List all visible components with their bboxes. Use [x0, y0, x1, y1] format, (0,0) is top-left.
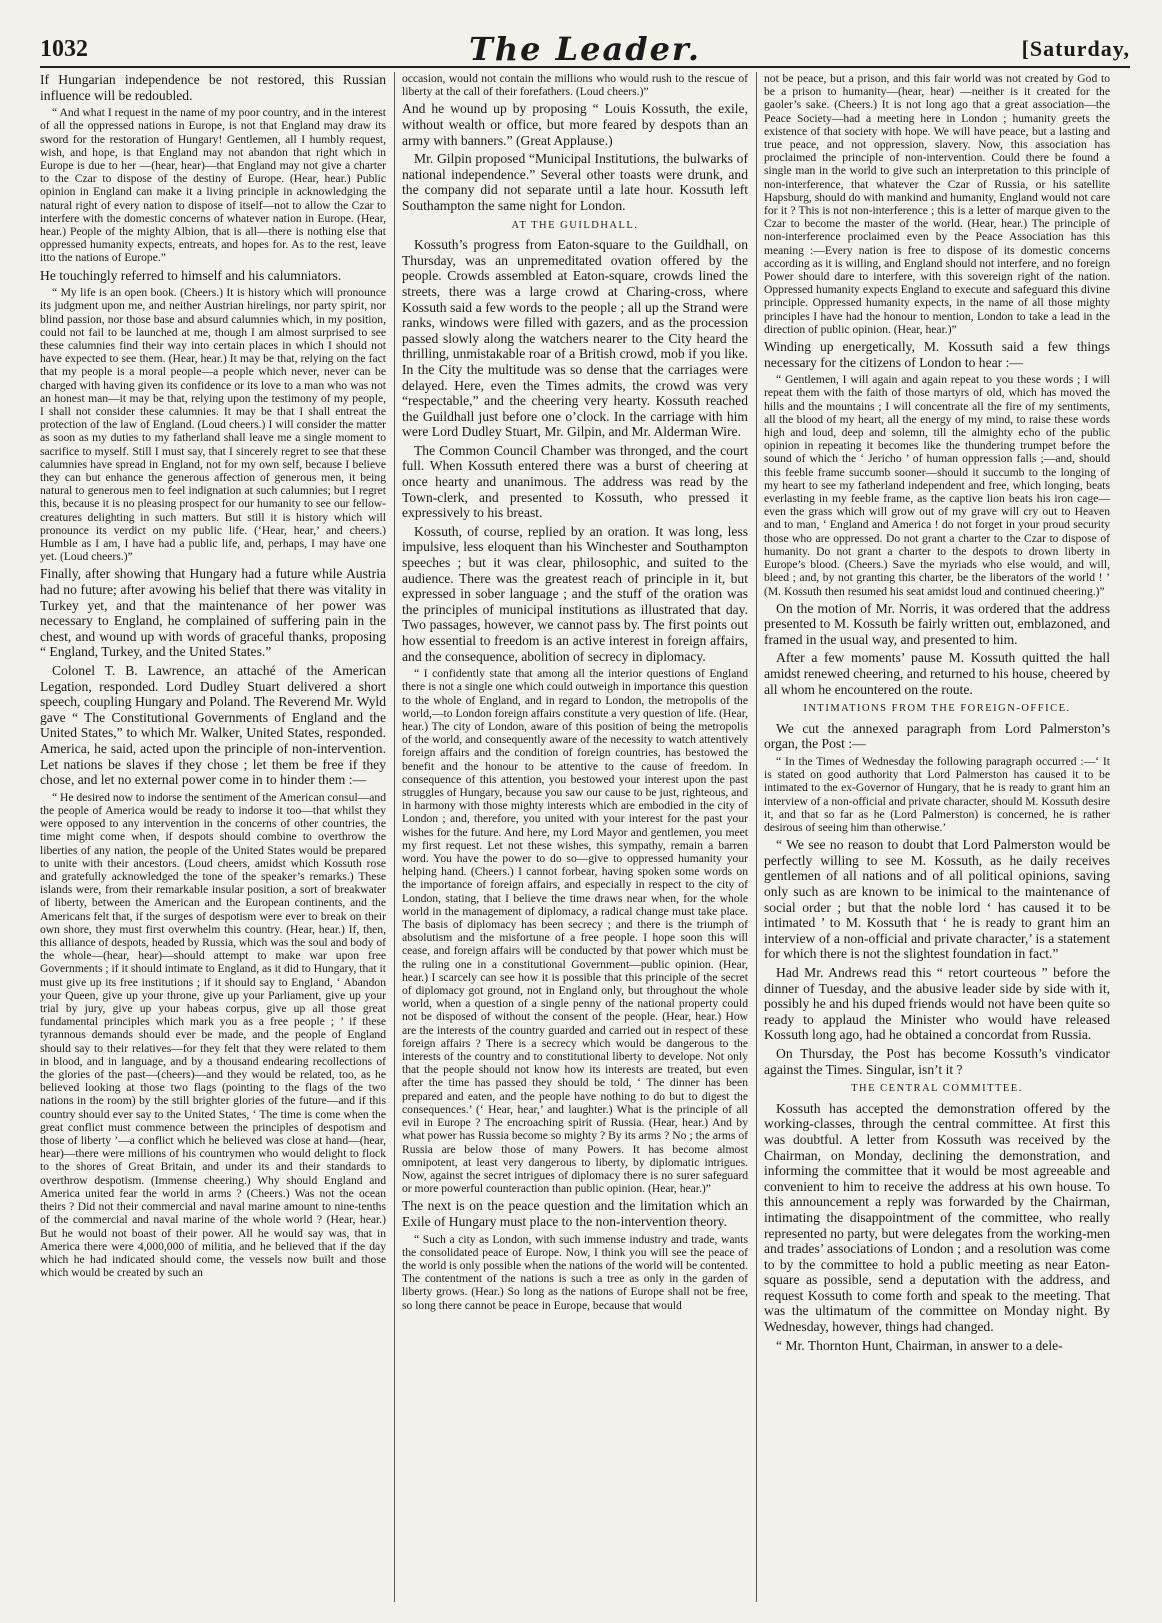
column-3 [764, 72, 1110, 1602]
quoted-paragraph: “ I confidently state that among all the interior questions of England there is not a single one which could outweigh in importance this question to the whole of England, and in regard to London, the metropolis of the world,—to London foreign affairs constitute a very question of life. (Hear, hear.) The city of London, aware of this position of being the metropolis of the world, and consequently aware of the necessity to watch attentively foreign affairs and the condition of foreign countries, has bestowed the benefit and the honour to be attentive to the cause of freedom. In consequence of this attention, you bestowed your interest upon the past struggles of Hungary, because you saw our cause to be just, righteous, and in harmony with those mighty interests which are embodied in the city of London ; and, therefore, you united with your interest for the past your wishes for the future. And here, my Lord Mayor and gentlemen, you meet my first request. Let not these wishes, this sympathy, remain a barren word. You have the power to do so—give to oppressed humanity your helping hand. (Cheers.) I cannot forbear, having spoken some words on the importance of foreign affairs, and especially in respect to the city of London, stating, that I believe the time draws near when, for the whole world in the management of diplomacy, a radical change must take place. The basis of diplomacy has been secrecy ; and there is the triumph of absolutism and the misfortune of a free people. I hope soon this will cease, and foreign affairs will be conducted by that power which must be the ruling one in a constitutional Government—public opinion. (Hear, hear.) I scarcely can see how it is possible that this principle of the secret of diplomacy got ground, not in England only, but throughout the whole world, when a question of a single penny of the national property could not be disposed of without the consent of the people. (Hear, hear.) How are the interests of the country guarded and carried out in respect of these foreign affairs ? There is a secrecy which would be dangerous to the interests of the country and to constitutional liberty to develope. Not only that the people should not know how its interests are treated, but even after the time has passed they should be told, ‘ The dinner has been prepared and eaten, and the people have nothing to do but to digest the consequences.’ (‘ Hear, hear,’ and laughter.) What is the principle of all evil in Europe ? The encroaching spirit of Russia. (Hear, hear.) And by what power has Russia become so mighty ? By its arms ? No ; the arms of Russia are below those of many Powers. It has become almost omnipotent, at least very dangerous to liberty, by diplomatic intrigues. Now, against the secret intrigues of diplomacy there is no surer safeguard or more powerful counteraction than public opinion. (Hear, hear.)” [402, 667, 748, 1196]
paragraph: “ We see no reason to doubt that Lord Palmerston would be perfectly willing to see M. Kossuth, as he daily receives gentlemen of all nations and of all political opinions, saving only such as are known to be inimical to the maintenance of social order ; but that the noble lord ‘ has caused it to be intimated ’ to M. Kossuth that ‘ he is ready to grant him an interview of a non-official and private character,’ is a statement for which there is not the slightest foundation in fact.” [764, 837, 1110, 962]
quoted-paragraph: “ In the Times of Wednesday the following paragraph occurred :—‘ It is stated on good authority that Lord Palmerston has caused it to be intimated to the ex-Governor of Hungary, that he is ready to grant him an interview of a non-official and private character, should M. Kossuth desire it, and that so far as he (Lord Palmerston) is concerned, he is rather desirous of seeing him than otherwise.’ [764, 755, 1110, 835]
paragraph: If Hungarian independence be not restored, this Russian influence will be redoubled. [40, 72, 386, 103]
paragraph: The Common Council Chamber was thronged, and the court full. When Kossuth entered there was a burst of cheering at once hearty and unanimous. The address was read by the Town-clerk, and presented to Kossuth, who pressed it expressively to his breast. [402, 442, 748, 521]
section-heading: INTIMATIONS FROM THE FOREIGN-OFFICE. [803, 703, 1071, 715]
section-heading: THE CENTRAL COMMITTEE. [851, 1083, 1023, 1095]
paragraph: On the motion of Mr. Norris, it was ordered that the address presented to M. Kossuth be fairly written out, emblazoned, and framed in the usual way, and presented to him. [764, 600, 1110, 647]
paragraph: Colonel T. B. Lawrence, an attaché of the American Legation, responded. Lord Dudley Stuart delivered a short speech, coupling Hungary and Poland. The Reverend Mr. Wyld gave “ The Constitutional Governments of England and the United States,” to which Mr. Walker, United States, responded. America, he said, acted upon the principle of non-intervention. Let nations be slaves if they chose ; let them be free if they chose, and let no external power come in to hinder them :— [40, 663, 386, 788]
paragraph: Had Mr. Andrews read this “ retort courteous ” before the dinner of Tuesday, and the abusive leader side by side with it, possibly he and his duped friends would not have been quite so ready to applaud the Minister who would have released Kossuth long ago, had he obtained a concordat from Russia. [764, 965, 1110, 1043]
masthead [40, 30, 1130, 68]
issue-day: [Saturday, [1021, 36, 1130, 61]
paragraph: Kossuth, of course, replied by an oration. It was long, less impulsive, less eloquent than his Winchester and Southampton speeches ; but it was clear, philosophic, and suited to the audience. There was the greatest reach of principle in it, but expressed in sober language ; and the stuff of the oration was the principles of municipal institutions as illustrated that day. Two passages, however, we cannot pass by. The first points out how essential to freedom is an active interest in foreign affairs, and the consequence, abolition of secrecy in diplomacy. [402, 523, 748, 664]
paragraph: He touchingly referred to himself and his calumniators. [40, 267, 342, 283]
quoted-paragraph: not be peace, but a prison, and this fair world was not created by God to be a prison to humanity—(hear, hear) —neither is it created for the gaoler’s sake. (Cheers.) It is not long ago that a great association—the Peace Society—had a meeting here in London ; humanity greets the existence of that society with hope. We will have peace, but a lasting and true peace, and not oppression, slavery. Now, this association has proclaimed the principle of non-intervention. Could there be found a single man in the world to give such an interpretation to this principle of non-interference, that whatever the Czar of Russia, or his satellite Hapsburg, should do with mankind and humanity, England would not care for it ? This is not non-interference ; this is a letter of marque given to the Czar to become the master of the world. (Hear, hear.) The principle of non-interference proclaimed even by the Peace Association has this meaning :—Every nation is free to dispose of its domestic concerns according as it is willing, and England should not interfere, and no foreign Power should dare to interfere, with this sovereign right of the nation. Oppressed humanity expects England to execute and safeguard this divine principle. Oppressed humanity expects, in the name of all those mighty principles I have had the honour to mention, London to take a lead in the direction of public opinion. (Hear, hear.)” [764, 72, 1110, 336]
quoted-paragraph: “ My life is an open book. (Cheers.) It is history which will pronounce its judgment upon me, and neither Austrian hirelings, nor party spirit, nor blind passion, nor those base and absurd calumnies which, in my position, could not fail to be launched at me, though I am almost surprised to see these calumnies find their way into certain places in which I should not have expected to see them. (Hear, hear.) It may be that, relying on the fact that my people is a moral people—a people which never, never can be charged with having given its confidence or its love to a man who was not an honest man—it may be that, relying upon the testimony of my people, I shall not consider these calumnies. It may be that I shall entreat the protection of the law of England. (Loud cheers.) I will consider the matter as soon as my duties to my fatherland shall leave me a single moment to sacrifice to myself. Still I must say, that I sincerely regret to see that these calumnies have spread in England, not for my own self, because I believe they can but enhance the generous affection of generous men, it being natural to generous men to feel indignation at such calumnies; but I regret this, because it is no pleasing prospect for our humanity to see our fellow-creatures delighting in such matters. But still it is history which will pronounce its verdict on my public life. (‘Hear, hear,’ and cheers.) Humble as I am, I have had a public life, and, perhaps, I may have one yet. (Loud cheers.)” [40, 286, 386, 564]
paragraph: The next is on the peace question and the limitation which an Exile of Hungary must place to the non-intervention theory. [402, 1198, 748, 1229]
paragraph: Mr. Gilpin proposed “Municipal Institutions, the bulwarks of national independence.” Several other toasts were drunk, and the company did not separate until a late hour. Kossuth left Southampton the same night for London. [402, 151, 748, 213]
paragraph: “ Mr. Thornton Hunt, Chairman, in answer to a dele- [776, 1337, 1063, 1353]
quoted-paragraph: “ He desired now to indorse the sentiment of the American consul—and the people of America would be ready to indorse it too—that whilst they were opposed to any intervention in the concerns of other countries, the time might come when, if despots should combine to overthrow the liberties of any nation, the people of the United States would be prepared to unite with their ancestors. (Loud cheers, amidst which Kossuth rose and gratefully acknowledged the tone of the speaker’s remarks.) These islands were, from their remarkable insular position, a sort of breakwater of liberty, between the American and the European continents, and the Americans felt that, if the surges of despotism were ever to break on their own shore, they must first overwhelm this country. (Hear, hear.) If, then, this alliance of despots, headed by Russia, which was the soul and body of the whole—(hear, hear)—should attempt to make war upon free Governments ; if it should intimate to England, as it did to Hungary, that it must give up its free institutions ; if it should say to England, ‘ Abandon your Queen, give up your throne, give up your Parliament, give up your trial by jury, give up your habeas corpus, give up all those great fundamental principles which mark you as a free people ; ’ if these tyrannous demands should ever be made, and the people of England should say to their relatives—for they felt that they were related to them in blood, and in language, and by a thousand endearing recollections of the glories of the past—(cheers)—and they would be related, too, as he believed looking at those two flags (pointing to the flags of the two nations in the room) by the still brighter glories of the future—and if this country should ever say to the United States, ‘ The time is come when the great conflict must commence between the principles of despotism and those of liberty ’—a conflict which he believed was close at hand—(hear, hear)—there were millions of his countrymen who would delight to flock to the shores of Great Britain, and under its and their standards to overthrow despotism. (Immense cheering.) Why should England and America united fear the world in arms ? (Cheers.) Was not the ocean theirs ? Did not their commercial and naval marine amount to nine-tenths of the commercial and naval marine of the whole world ? (Hear, hear.) But he would not boast of their power. All he would say was, that in America there were 4,000,000 of militia, and he believed that if the day which he had indicated should come, the vessels now built and those which would be created by such an [40, 790, 386, 1280]
newspaper-page [40, 30, 1130, 1605]
paragraph: Kossuth’s progress from Eaton-square to the Guildhall, on Thursday, was an unpremeditated ovation offered by the people. Crowds assembled at Eaton-square, crowds lined the streets, there was a large crowd at Charing-cross, where Kossuth said a few words to the people ; all up the Strand were ranks, windows were filled with gazers, and as the procession passed slowly along the watchers nearer to the City heard the thrilling, unmistakable roar of a British crowd, mob if you like. In the City the multitude was so dense that the carriages were delayed. Here, even the Times admits, the crowd was very “respectable,” and the cheering very hearty. Kossuth reached the Guildhall just before one o’clock. In the carriage with him were Lord Dudley Stuart, Mr. Gilpin, and Mr. Alderman Wire. [402, 237, 748, 440]
newspaper-title: The Leader. [469, 30, 701, 68]
paragraph: Finally, after showing that Hungary had a future while Austria had no future; after avowing his belief that there was vitality in Turkey yet, and that the maintenance of her power was necessary to England, he complained of suffering pain in the chest, and wound up with words of graceful thanks, proposing “ England, Turkey, and the United States.” [40, 566, 386, 660]
column-divider [394, 72, 395, 1602]
column-2 [402, 72, 748, 1602]
column-divider [756, 72, 757, 1602]
quoted-paragraph: “ And what I request in the name of my poor country, and in the interest of all the oppressed nations in Europe, is not that England may draw its sword for the restoration of Hungary! Gentlemen, all I humbly request, wish, and hope, is that England may not abandon that right which in Europe is due to her —(hear, hear)—that England may not give a charter to the Czar to dispose of the destiny of Europe. (Hear, hear.) Public opinion in England can make it a living principle in acknowledging the natural right of every nation to dispose of itself—not to allow the Czar to interfere with the domestic concerns of whatever nation in Europe. (Hear, hear.) People of the mighty Albion, that is all—there is nothing else that oppressed humanity expects, entreats, and hopes for. As to the rest, leave itto the nations of Europe.” [40, 106, 386, 265]
paragraph: We cut the annexed paragraph from Lord Palmerston’s organ, the Post :— [764, 720, 1110, 752]
paragraph: And he wound up by proposing “ Louis Kossuth, the exile, without wealth or office, but more feared by despots than an army with banners.” (Great Applause.) [402, 101, 748, 148]
quoted-paragraph: “ Gentlemen, I will again and again repeat to you these words ; I will repeat them with the faith of those martyrs of old, which has moved the hills and the mountains ; I will concentrate all the fire of my sentiments, all the blood of my heart, all the energy of my mind, to raise these words high and loud, deep and solemn, till the almighty echo of the public opinion in repeating it becomes like the thundering trumpet before the sound of which the ‘ Jericho ’ of human oppression falls ;—and, should this feeble frame succumb sooner—should it succumb to the longing of my heart to see my fatherland independent and free, which longing, beats everlasting in my feeble frame, as the captive lion beats his iron cage—even the grass which will grow out of my grave will cry out to Heaven and to man, ‘ England and America ! do not forget in your proud security those who are oppressed. Do not grant a charter to the Czar to dispose of humanity. Do not grant a charter to the despots to drown liberty in Europe’s blood. (Cheers.) Save the myriads who else would, and will, bleed ; and, by not granting this charter, be the liberators of the world ! ’ (M. Kossuth then resumed his seat amidst loud and continued cheering.)” [764, 373, 1110, 598]
column-1 [40, 72, 386, 1602]
paragraph: On Thursday, the Post has become Kossuth’s vindicator against the Times. Singular, isn’t it ? [764, 1045, 1110, 1077]
quoted-paragraph: occasion, would not contain the millions who would rush to the rescue of liberty at the call of their forefathers. (Loud cheers.)” [402, 72, 748, 99]
page-number: 1032 [40, 36, 88, 62]
paragraph: Winding up energetically, M. Kossuth said a few things necessary for the citizens of London to hear :— [764, 339, 1110, 370]
paragraph: After a few moments’ pause M. Kossuth quitted the hall amidst renewed cheering, and returned to his house, cheered by all whom he encountered on the route. [764, 650, 1110, 697]
quoted-paragraph: “ Such a city as London, with such immense industry and trade, wants the consolidated peace of Europe. Now, I think you will see the peace of the world is only possible when the nations of the world will be contented. The contentment of the nations is such a tree as only in the garden of liberty grows. (Hear.) So long as the nations of Europe shall not be free, so long there cannot be peace in Europe, because that would [402, 1232, 748, 1312]
paragraph: Kossuth has accepted the demonstration offered by the working-classes, through the central committee. At first this was doubtful. A letter from Kossuth was received by the Chairman, on Monday, declining the demonstration, and informing the committee that it would be most agreeable and convenient to him to receive the address at his own house. To this announcement a reply was forwarded by the Chairman, intimating the disappointment of the committee, who really represented no party, but were delegates from the working-men and trades’ associations of London ; and a resolution was come to by the committee to hold a public meeting as near Eaton-square as possible, send a deputation with the address, and request Kossuth to come forth and speak to the meeting. That was the ultimatum of the committee on Monday night. By Wednesday, however, things had changed. [764, 1100, 1110, 1335]
section-heading: AT THE GUILDHALL. [511, 219, 639, 231]
